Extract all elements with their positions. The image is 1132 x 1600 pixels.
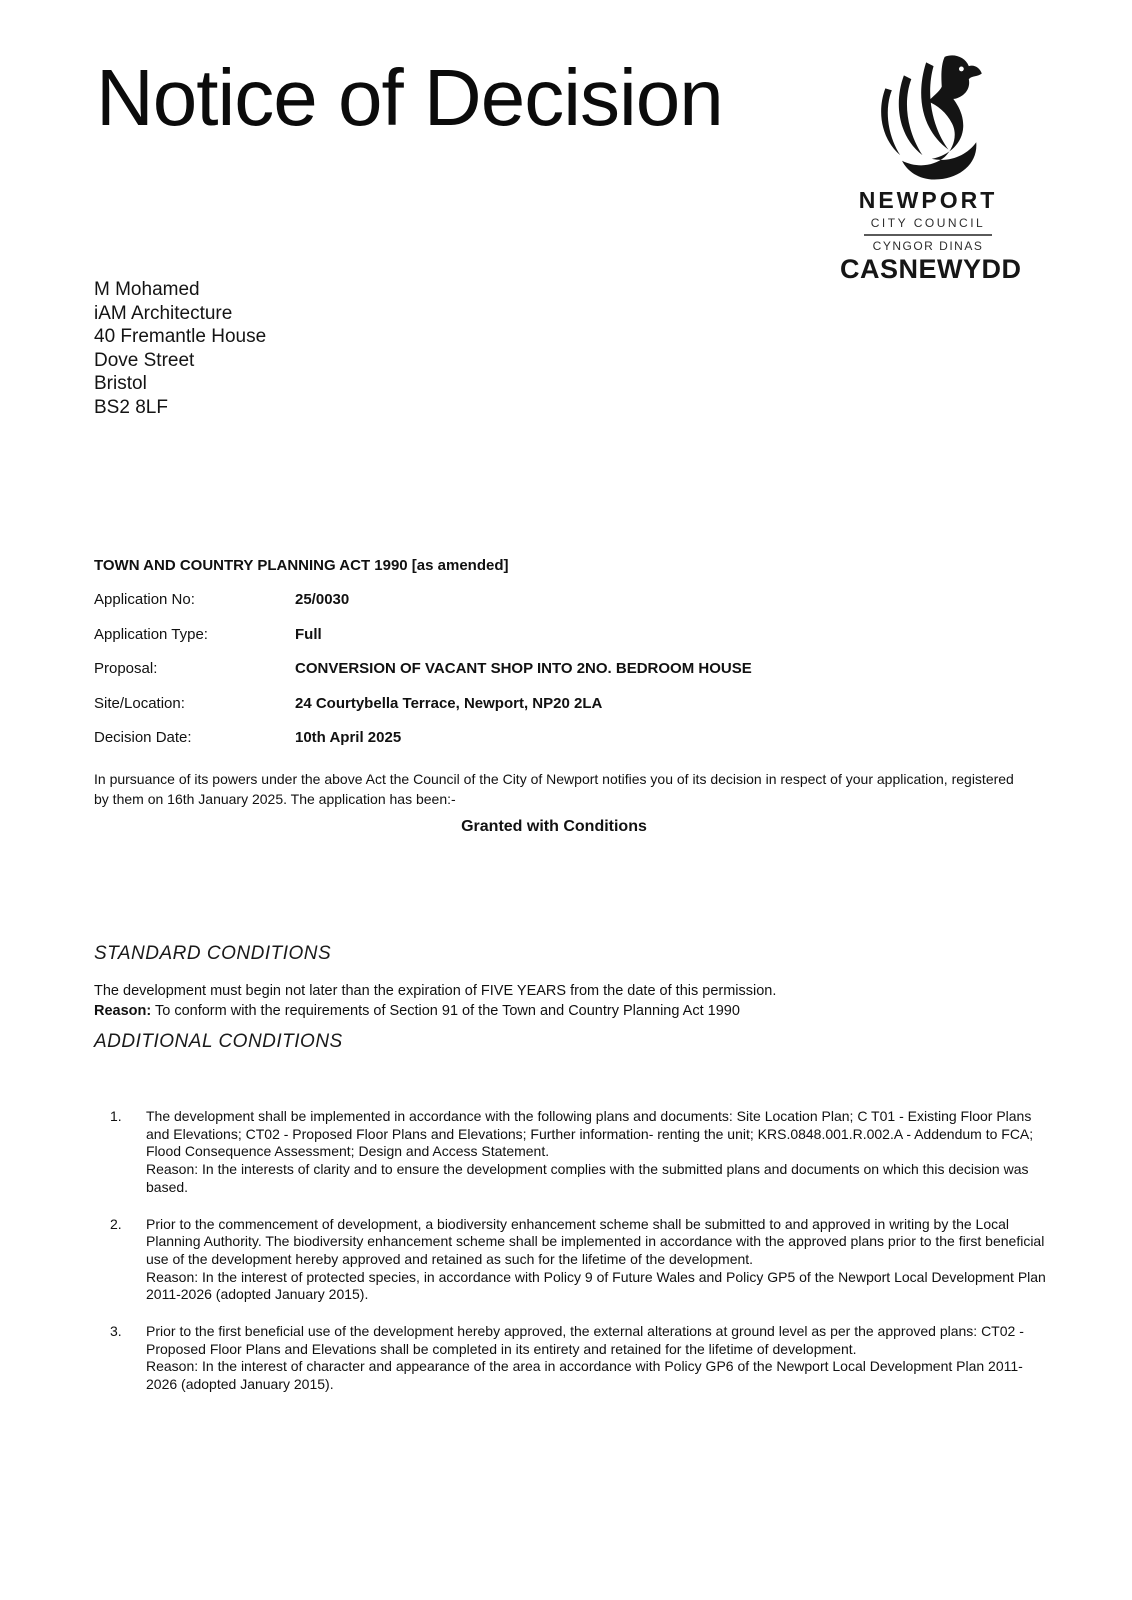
detail-label: Application No: — [94, 591, 195, 608]
dragon-eye — [959, 67, 964, 72]
recipient-line: BS2 8LF — [94, 396, 168, 418]
condition-text-block — [146, 1108, 1046, 1197]
condition-item-2 — [110, 1216, 1046, 1305]
detail-row-decision-date — [94, 728, 1034, 748]
standard-conditions-heading: STANDARD CONDITIONS — [94, 943, 332, 964]
condition-item-3 — [110, 1323, 1046, 1394]
condition-reason: Reason: In the interest of character and appearance of the area in accordance with Policy GP6 of the Newport Local Development Plan 2011-2026 (adopted January 2015). — [146, 1358, 1023, 1393]
standard-condition-reason-text: To conform with the requirements of Section 91 of the Town and Country Planning Act 1990 — [151, 1003, 740, 1019]
condition-text-block — [146, 1323, 1046, 1394]
act-heading: TOWN AND COUNTRY PLANNING ACT 1990 [as amended] — [94, 557, 509, 574]
newport-dragon-icon — [867, 55, 989, 183]
condition-text: The development shall be implemented in accordance with the following plans and documents: Site Location Plan; C T01 - Existing Floor Plans and Elevations; CT02 - Proposed Floor Plans and Elevations; Further information- renting the unit; KRS.0848.001.R.002.A - Addendum to FCA; Flood Consequence Assessment; Design and Access Statement. — [146, 1108, 1034, 1160]
detail-row-proposal — [94, 659, 1034, 679]
logo-text-casnewydd: CASNEWYDD — [840, 254, 1022, 284]
decision-outcome: Granted with Conditions — [461, 818, 647, 835]
recipient-line: Bristol — [94, 373, 147, 395]
detail-row-site-location — [94, 694, 1034, 714]
detail-label: Proposal: — [94, 660, 158, 677]
page-title: Notice of Decision — [96, 53, 723, 142]
condition-reason: Reason: In the interest of protected species, in accordance with Policy 9 of Future Wales and Policy GP5 of the Newport Local Development Plan 2011-2026 (adopted January 2015). — [146, 1268, 1046, 1303]
recipient-address — [94, 278, 266, 420]
additional-conditions-list — [110, 1108, 1046, 1413]
recipient-line: M Mohamed — [94, 279, 200, 300]
additional-conditions-heading: ADDITIONAL CONDITIONS — [94, 1031, 343, 1052]
condition-item-1 — [110, 1108, 1046, 1197]
detail-value: 24 Courtybella Terrace, Newport, NP20 2LA — [295, 694, 603, 712]
logo-text-cyngor-dinas: CYNGOR DINAS — [872, 239, 984, 253]
recipient-line: 40 Fremantle House — [94, 326, 267, 348]
logo-text-city-council: CITY COUNCIL — [870, 216, 986, 230]
standard-conditions-body — [94, 981, 1034, 1021]
detail-label: Application Type: — [94, 625, 208, 643]
recipient-line: Dove Street — [94, 349, 195, 371]
condition-number: 3. — [110, 1323, 122, 1340]
logo-divider — [864, 234, 992, 236]
detail-label: Site/Location: — [94, 694, 185, 712]
recipient-line: iAM Architecture — [94, 302, 233, 324]
detail-row-application-no — [94, 590, 1034, 610]
application-details — [94, 590, 1034, 763]
detail-row-application-type — [94, 625, 1034, 645]
decision-intro-paragraph: In pursuance of its powers under the above Act the Council of the City of Newport notifies you of its decision in respect of your application, registered by them on 16th January 2025. The application has been:- — [94, 771, 1014, 807]
logo-text-newport: NEWPORT — [858, 187, 998, 213]
detail-label: Decision Date: — [94, 729, 192, 746]
detail-value: Full — [295, 625, 322, 643]
condition-number: 2. — [110, 1215, 122, 1232]
standard-condition-reason-label: Reason: — [94, 1003, 152, 1019]
condition-number: 1. — [110, 1108, 122, 1124]
detail-value: 25/0030 — [295, 591, 350, 608]
condition-text: Prior to the commencement of development, a biodiversity enhancement scheme shall be submitted to and approved in writing by the Local Planning Authority. The biodiversity enhancement scheme shall be implemented in accordance with the approved plans prior to the first beneficial use of the development hereby approved and retained as such for the lifetime of the development. — [146, 1215, 1045, 1267]
detail-value: CONVERSION OF VACANT SHOP INTO 2NO. BEDROOM HOUSE — [295, 660, 752, 677]
standard-condition-text: The development must begin not later than the expiration of FIVE YEARS from the date of this permission. — [94, 983, 777, 999]
detail-value: 10th April 2025 — [295, 729, 402, 746]
condition-text-block — [146, 1216, 1046, 1305]
condition-text: Prior to the first beneficial use of the development hereby approved, the external alterations at ground level as per the approved plans: CT02 - Proposed Floor Plans and Elevations shall be completed in its entirety and retained for the lifetime of development. — [146, 1323, 1024, 1357]
council-logo — [840, 55, 1022, 285]
condition-reason: Reason: In the interests of clarity and to ensure the development complies with the submitted plans and documents on which this decision was based. — [146, 1161, 1029, 1195]
